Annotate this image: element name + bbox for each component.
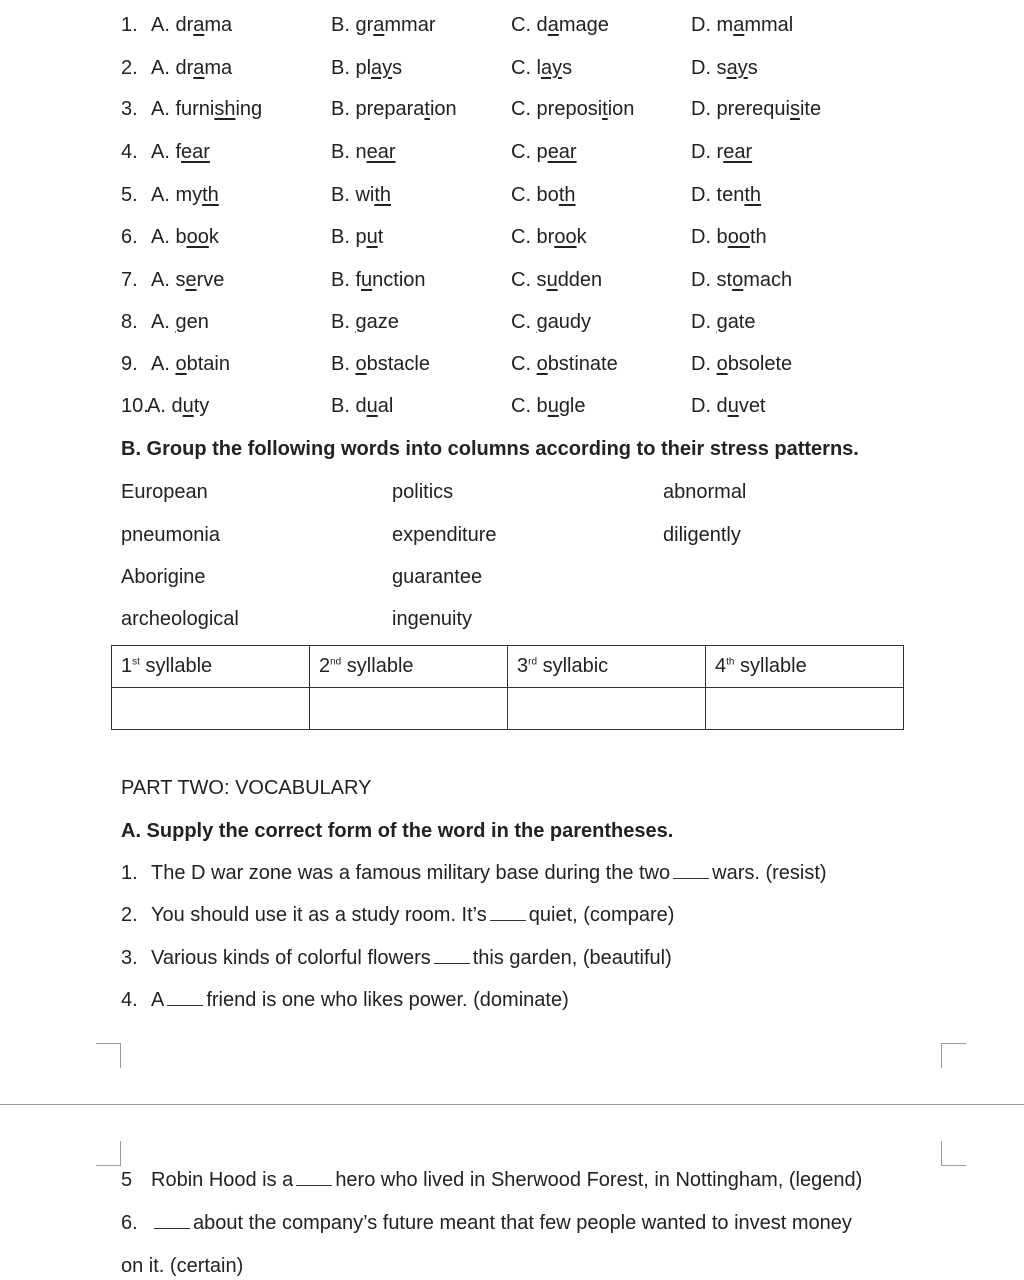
option-b[interactable]: B. function [331,269,426,291]
vocab-item-number: 2. [121,904,138,926]
question-number: 4. [121,141,138,163]
option-a[interactable]: A. drama [151,57,233,79]
underlined-sound: th [744,184,762,206]
answer-blank[interactable] [154,1214,190,1229]
vocab-item-number: 6. [121,1212,138,1234]
option-c[interactable]: C. lays [511,57,573,79]
sentence-start: Robin Hood is a [151,1169,294,1191]
sentence-end: wars. (resist) [712,862,827,884]
pronunciation-row [0,352,1024,376]
underlined-sound: ay [371,57,393,79]
pronunciation-row [0,13,1024,37]
underlined-sound: u [182,395,194,417]
underlined-sound: a [193,57,205,79]
option-b[interactable]: B. plays [331,57,403,79]
question-number: 7. [121,269,138,291]
vocab-item [121,988,569,1012]
option-a[interactable]: A. book [151,226,219,248]
option-b[interactable]: B. gaze [331,311,399,333]
underlined-sound: a [547,14,559,36]
sentence-start: A [151,989,165,1011]
underlined-sound: e [185,269,197,291]
answer-blank[interactable] [673,864,709,879]
option-a[interactable]: A. duty [147,395,210,417]
question-number: 2. [121,57,138,79]
stress-pattern-table [111,645,904,730]
underlined-sound: a [733,14,745,36]
stress-word: guarantee [392,566,483,588]
underlined-sound: sh [214,98,236,120]
option-c[interactable]: C. obstinate [511,353,618,375]
underlined-sound: t [424,98,430,120]
vocab-item [121,1211,852,1235]
option-d[interactable]: D. gate [691,311,756,333]
option-c[interactable]: C. preposition [511,98,635,120]
option-c[interactable]: C. damage [511,14,609,36]
vocab-item-number: 1. [121,862,138,884]
question-number: 5. [121,184,138,206]
option-d[interactable]: D. duvet [691,395,766,417]
option-c[interactable]: C. both [511,184,576,206]
option-c[interactable]: C. pear [511,141,577,163]
underlined-sound: o [355,353,367,375]
question-number: 3. [121,98,138,120]
answer-cell-2[interactable] [310,688,508,730]
vocab-item-number: 4. [121,989,138,1011]
vocab-item-number: 3. [121,947,138,969]
answer-blank[interactable] [490,906,526,921]
answer-cell-3[interactable] [508,688,706,730]
page-break-line [0,1104,1024,1105]
section-b-heading: B. Group the following words into columns according to their stress patterns. [121,438,859,460]
option-d[interactable]: D. tenth [691,184,762,206]
underlined-sound: g [716,311,728,333]
underlined-sound: ay [726,57,748,79]
table-answer-row [112,688,904,730]
answer-blank[interactable] [434,949,470,964]
page-corner-mark-top-left [96,1043,121,1068]
question-number: 10. [121,395,149,417]
vocab-item [121,861,827,885]
underlined-sound: g [175,311,187,333]
underlined-sound: a [193,14,205,36]
option-d[interactable]: D. stomach [691,269,793,291]
underlined-sound: o [716,353,728,375]
option-d[interactable]: D. obsolete [691,353,793,375]
underlined-sound: g [355,311,367,333]
stress-word: abnormal [663,481,747,503]
option-d[interactable]: D. rear [691,141,753,163]
question-number: 1. [121,14,138,36]
stress-word: politics [392,481,454,503]
sentence-end: friend is one who likes power. (dominate) [206,989,569,1011]
option-d[interactable]: D. booth [691,226,767,248]
underlined-sound: u [366,226,378,248]
underlined-sound: o [175,353,187,375]
option-d[interactable]: D. prerequisite [691,98,822,120]
option-b[interactable]: B. dual [331,395,394,417]
pronunciation-row [0,140,1024,164]
option-b[interactable]: B. grammar [331,14,436,36]
underlined-sound: oo [186,226,209,248]
underlined-sound: u [366,395,378,417]
underlined-sound: o [732,269,744,291]
header-cell-4: 4th syllable [706,646,904,688]
answer-blank[interactable] [296,1171,332,1186]
option-c[interactable]: C. brook [511,226,587,248]
option-a[interactable]: A. drama [151,14,233,36]
header-cell-1: 1st syllable [112,646,310,688]
sentence-end: hero who lived in Sherwood Forest, in Nottingham, (legend) [335,1169,863,1191]
underlined-sound: u [546,269,558,291]
vocab-item-number: 5 [121,1169,133,1191]
sentence-end: quiet, (compare) [528,904,675,926]
stress-word: pneumonia [121,524,220,546]
stress-word: Aborigine [121,566,206,588]
option-c[interactable]: C. bugle [511,395,586,417]
option-b[interactable]: B. obstacle [331,353,430,375]
option-b[interactable]: B. near [331,141,396,163]
option-d[interactable]: D. mammal [691,14,794,36]
option-a[interactable]: A. serve [151,269,225,291]
underlined-sound: u [547,395,559,417]
question-number: 6. [121,226,138,248]
sentence-end: this garden, (beautiful) [472,947,672,969]
underlined-sound: g [536,311,548,333]
stress-word: archeological [121,608,239,630]
underlined-sound: ear [547,141,577,163]
underlined-sound: ear [181,141,210,163]
pronunciation-row [0,394,1024,418]
underlined-sound: ear [723,141,753,163]
option-b[interactable]: B. preparation [331,98,457,120]
page-corner-mark-bottom-right [941,1141,966,1166]
underlined-sound: t [602,98,608,120]
underlined-sound: u [361,269,373,291]
pronunciation-row [0,310,1024,334]
answer-blank[interactable] [167,991,203,1006]
underlined-sound: s [789,98,800,120]
sentence-start: Various kinds of colorful flowers [151,947,431,969]
pronunciation-row [0,56,1024,80]
stress-word: ingenuity [392,608,473,630]
option-a[interactable]: A. furnishing [151,98,263,120]
underlined-sound: oo [554,226,577,248]
underlined-sound: o [536,353,548,375]
option-a[interactable]: A. gen [151,311,209,333]
vocab-item [121,1168,862,1192]
underlined-sound: u [727,395,739,417]
pronunciation-row [0,97,1024,121]
option-d[interactable]: D. says [691,57,758,79]
option-a[interactable]: A. fear [151,141,210,163]
option-b[interactable]: B. with [331,184,392,206]
underlined-sound: a [373,14,385,36]
stress-word: expenditure [392,524,497,546]
question-number: 8. [121,311,138,333]
table-header-row [112,646,904,688]
answer-cell-4[interactable] [706,688,904,730]
underlined-sound: ear [366,141,396,163]
sentence-start: You should use it as a study room. It’s [151,904,487,926]
page-corner-mark-bottom-left [96,1141,121,1166]
pronunciation-row [0,225,1024,249]
part-two-heading-a: A. Supply the correct form of the word in the parentheses. [121,820,674,842]
sentence-start: The D war zone was a famous military base during the two [151,862,671,884]
option-a[interactable]: A. obtain [151,353,230,375]
page-corner-mark-top-right [941,1043,966,1068]
vocab-item [121,946,672,970]
option-b[interactable]: B. put [331,226,384,248]
pronunciation-row [0,183,1024,207]
vocab-item [121,903,674,927]
header-cell-2: 2nd syllable [310,646,508,688]
underlined-sound: th [374,184,392,206]
stress-word: European [121,481,208,503]
option-c[interactable]: C. sudden [511,269,603,291]
option-c[interactable]: C. gaudy [511,311,592,333]
underlined-sound: oo [727,226,750,248]
underlined-sound: th [558,184,576,206]
stress-word: diligently [663,524,741,546]
option-a[interactable]: A. myth [151,184,219,206]
sentence-end: about the company’s future meant that few people wanted to invest money [193,1212,852,1234]
part-two-title: PART TWO: VOCABULARY [121,777,372,799]
vocab-item-6-continuation: on it. (certain) [121,1255,244,1277]
question-number: 9. [121,353,138,375]
underlined-sound: th [202,184,219,206]
header-cell-3: 3rd syllabic [508,646,706,688]
underlined-sound: ay [541,57,563,79]
pronunciation-row [0,268,1024,292]
answer-cell-1[interactable] [112,688,310,730]
